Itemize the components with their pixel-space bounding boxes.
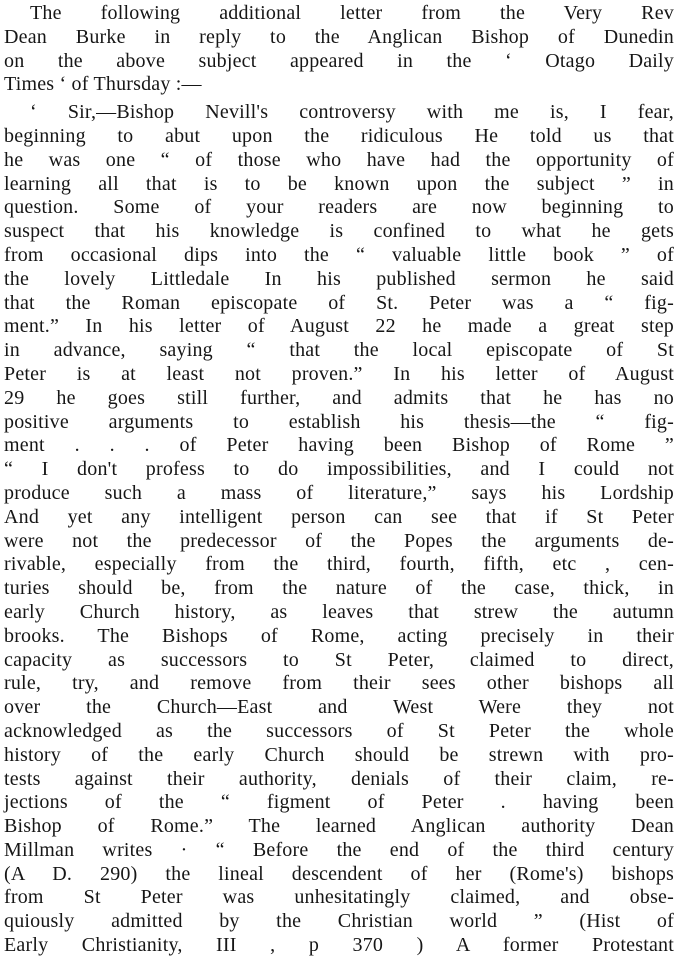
text-line: rule, try, and remove from their sees other bishops all — [4, 672, 674, 695]
text-line: Millman writes · “ Before the end of the third century — [4, 838, 674, 861]
text-line: that the Roman episcopate of St. Peter was a “ fig- — [4, 291, 674, 314]
text-line: tests against their authority, denials of their claim, re- — [4, 767, 674, 790]
text-line: ‘ Sir,—Bishop Nevill's controversy with me is, I fear, — [30, 101, 674, 124]
text-line: brooks. The Bishops of Rome, acting precisely in their — [4, 624, 674, 647]
text-line: Early Christianity, III , p 370 ) A former Protestant — [4, 934, 674, 957]
intro-paragraph — [4, 2, 674, 97]
text-line: positive arguments to establish his thesis—the “ fig- — [4, 410, 674, 433]
text-line: from St Peter was unhesitatingly claimed, and obse- — [4, 886, 674, 909]
text-line: Times ‘ of Thursday :— — [4, 73, 202, 96]
text-line: early Church history, as leaves that strew the autumn — [4, 600, 674, 623]
text-line: beginning to abut upon the ridiculous He told us that — [4, 124, 674, 147]
text-line: capacity as successors to St Peter, claimed to direct, — [4, 648, 674, 671]
text-line: (A D. 290) the lineal descendent of her (Rome's) bishops — [4, 862, 674, 885]
text-line: in advance, saying “ that the local episcopate of St — [4, 339, 674, 362]
text-line: The following additional letter from the Very Rev — [30, 2, 674, 24]
text-line: over the Church—East and West Were they not — [4, 696, 674, 719]
letter-paragraph — [4, 101, 674, 958]
text-line: on the above subject appeared in the ‘ Otago Daily — [4, 49, 674, 72]
text-line: 29 he goes still further, and admits that he has no — [4, 386, 674, 409]
text-line: Peter is at least not proven.” In his letter of August — [4, 362, 674, 385]
text-line: acknowledged as the successors of St Peter the whole — [4, 719, 674, 742]
text-line: learning all that is to be known upon the subject ” in — [4, 172, 674, 195]
text-line: rivable, especially from the third, fourth, fifth, etc , cen- — [4, 553, 674, 576]
text-line: “ I don't profess to do impossibilities, and I could not — [4, 458, 674, 481]
text-line: Bishop of Rome.” The learned Anglican authority Dean — [4, 815, 674, 838]
text-line: history of the early Church should be strewn with pro- — [4, 743, 674, 766]
text-line: suspect that his knowledge is confined to what he gets — [4, 220, 674, 243]
text-line: ment.” In his letter of August 22 he made a great step — [4, 315, 674, 338]
text-line: he was one “ of those who have had the opportunity of — [4, 148, 674, 171]
text-line: the lovely Littledale In his published sermon he said — [4, 267, 674, 290]
text-line: quiously admitted by the Christian world ” (Hist of — [4, 910, 674, 933]
text-line: jections of the “ figment of Peter . having been — [4, 791, 674, 814]
text-line: turies should be, from the nature of the case, thick, in — [4, 577, 674, 600]
text-line: were not the predecessor of the Popes the arguments de- — [4, 529, 674, 552]
text-line: from occasional dips into the “ valuable little book ” of — [4, 243, 674, 266]
text-line: And yet any intelligent person can see that if St Peter — [4, 505, 674, 528]
text-line: question. Some of your readers are now beginning to — [4, 196, 674, 219]
text-line: Dean Burke in reply to the Anglican Bishop of Dunedin — [4, 25, 674, 48]
text-line: ment . . . of Peter having been Bishop of Rome ” — [4, 434, 674, 457]
text-line: produce such a mass of literature,” says his Lordship — [4, 481, 674, 504]
